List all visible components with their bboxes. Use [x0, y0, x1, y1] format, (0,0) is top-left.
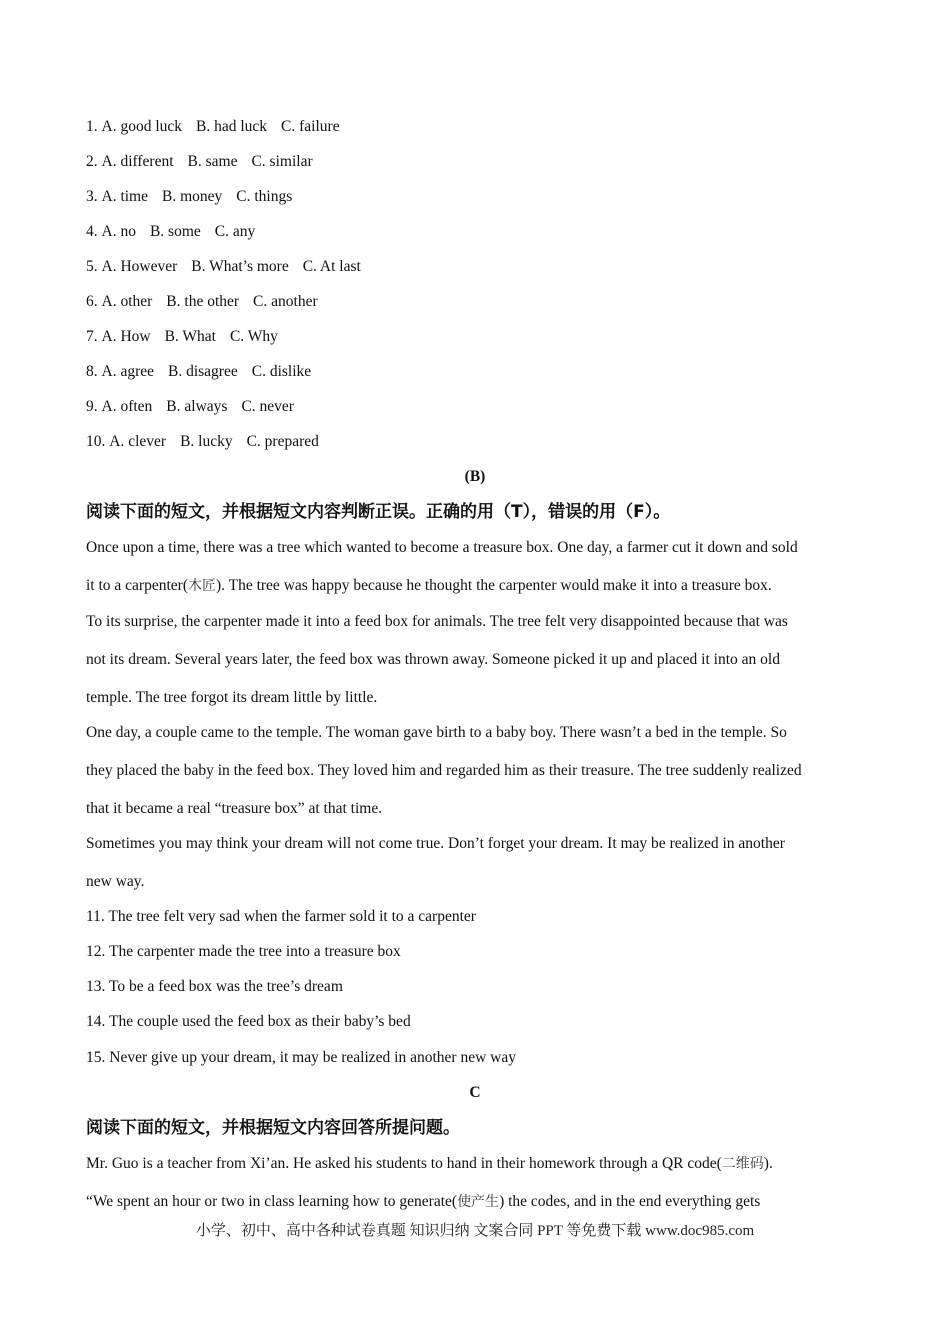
option-b: B. lucky [180, 433, 233, 450]
option-c: C. any [214, 223, 256, 240]
passage-line: new way. [86, 873, 145, 890]
option-a: A. other [101, 293, 153, 310]
question-9 [86, 397, 294, 417]
section-b-passage-4 [86, 834, 866, 910]
option-c: C. failure [281, 118, 340, 135]
text-run: it to a carpenter( [86, 577, 188, 594]
section-b-heading: (B) [464, 468, 486, 485]
option-c: C. Why [229, 328, 278, 345]
passage-line [86, 1154, 866, 1192]
chinese-gloss: 二维码 [721, 1156, 764, 1172]
section-c-passage [86, 1154, 866, 1230]
section-b-passage-3 [86, 723, 866, 837]
text-run: “We spent an hour or two in class learning how to generate( [86, 1193, 458, 1210]
statement-15: 15. Never give up your dream, it may be realized in another new way [86, 1049, 516, 1066]
option-b: B. some [149, 223, 201, 240]
question-number: 2. [86, 153, 98, 170]
passage-line: that it became a real “treasure box” at that time. [86, 800, 383, 817]
section-c-heading: C [469, 1084, 481, 1101]
option-a: A. However [101, 258, 178, 275]
option-b: B. always [166, 398, 228, 415]
option-a: A. time [101, 188, 148, 205]
option-b: B. What [164, 328, 216, 345]
option-a: A. no [101, 223, 136, 240]
option-a: A. agree [101, 363, 154, 380]
question-2 [86, 152, 313, 172]
section-b-instruction: 阅读下面的短文，并根据短文内容判断正误。正确的用（T），错误的用（F）。 [86, 502, 671, 522]
passage-line: not its dream. Several years later, the feed box was thrown away. Someone picked it up and placed it into an old [86, 651, 780, 668]
question-number: 1. [86, 118, 98, 135]
statement-11: 11. The tree felt very sad when the farmer sold it to a carpenter [86, 908, 476, 925]
passage-line: To its surprise, the carpenter made it into a feed box for animals. The tree felt very disappointed because that was [86, 613, 788, 630]
option-b: B. What’s more [191, 258, 289, 275]
question-number: 7. [86, 328, 98, 345]
chinese-gloss: 木匠 [187, 578, 216, 594]
section-c-instruction: 阅读下面的短文，并根据短文内容回答所提问题。 [86, 1118, 460, 1138]
question-number: 6. [86, 293, 98, 310]
option-c: C. At last [302, 258, 361, 275]
question-7 [86, 327, 278, 347]
option-a: A. good luck [101, 118, 183, 135]
statement-14: 14. The couple used the feed box as their baby’s bed [86, 1013, 411, 1030]
question-10 [86, 432, 319, 452]
text-run: ) the codes, and in the end everything gets [499, 1193, 761, 1210]
section-b-passage-2 [86, 612, 866, 726]
option-c: C. similar [251, 153, 313, 170]
option-c: C. dislike [251, 363, 312, 380]
option-b: B. the other [166, 293, 240, 310]
question-number: 9. [86, 398, 98, 415]
question-8 [86, 362, 311, 382]
section-b-passage [86, 538, 866, 614]
question-number: 4. [86, 223, 98, 240]
statement-13: 13. To be a feed box was the tree’s dream [86, 978, 343, 995]
option-b: B. same [187, 153, 238, 170]
option-a: A. often [101, 398, 153, 415]
option-a: A. different [101, 153, 174, 170]
question-number: 3. [86, 188, 98, 205]
passage-line: Sometimes you may think your dream will not come true. Don’t forget your dream. It may be realized in another [86, 835, 785, 852]
option-a: A. clever [109, 433, 167, 450]
option-c: C. things [236, 188, 293, 205]
page-footer: 小学、初中、高中各种试卷真题 知识归纳 文案合同 PPT 等免费下载 www.doc985.com [195, 1223, 755, 1239]
option-c: C. never [241, 398, 294, 415]
passage-line: they placed the baby in the feed box. They loved him and regarded him as their treasure. The tree suddenly realized [86, 762, 802, 779]
option-b: B. money [162, 188, 223, 205]
text-run: ). [763, 1155, 773, 1172]
question-number: 5. [86, 258, 98, 275]
option-b: B. had luck [196, 118, 268, 135]
option-b: B. disagree [168, 363, 238, 380]
passage-line: One day, a couple came to the temple. The woman gave birth to a baby boy. There wasn’t a bed in the temple. So [86, 724, 787, 741]
text-run: ). The tree was happy because he thought the carpenter would make it into a treasure box. [215, 577, 772, 594]
text-run: Mr. Guo is a teacher from Xi’an. He asked his students to hand in their homework through a QR code( [86, 1155, 722, 1172]
passage-line: temple. The tree forgot its dream little by little. [86, 689, 378, 706]
question-1 [86, 117, 340, 137]
option-a: A. How [101, 328, 151, 345]
question-number: 8. [86, 363, 98, 380]
passage-line [86, 576, 866, 614]
question-4 [86, 222, 255, 242]
question-3 [86, 187, 292, 207]
question-number: 10. [86, 433, 106, 450]
question-6 [86, 292, 318, 312]
passage-line: Once upon a time, there was a tree which wanted to become a treasure box. One day, a farmer cut it down and sold [86, 539, 798, 556]
statement-12: 12. The carpenter made the tree into a treasure box [86, 943, 401, 960]
chinese-gloss: 使产生 [457, 1194, 500, 1210]
option-c: C. another [253, 293, 318, 310]
question-5 [86, 257, 361, 277]
option-c: C. prepared [246, 433, 319, 450]
